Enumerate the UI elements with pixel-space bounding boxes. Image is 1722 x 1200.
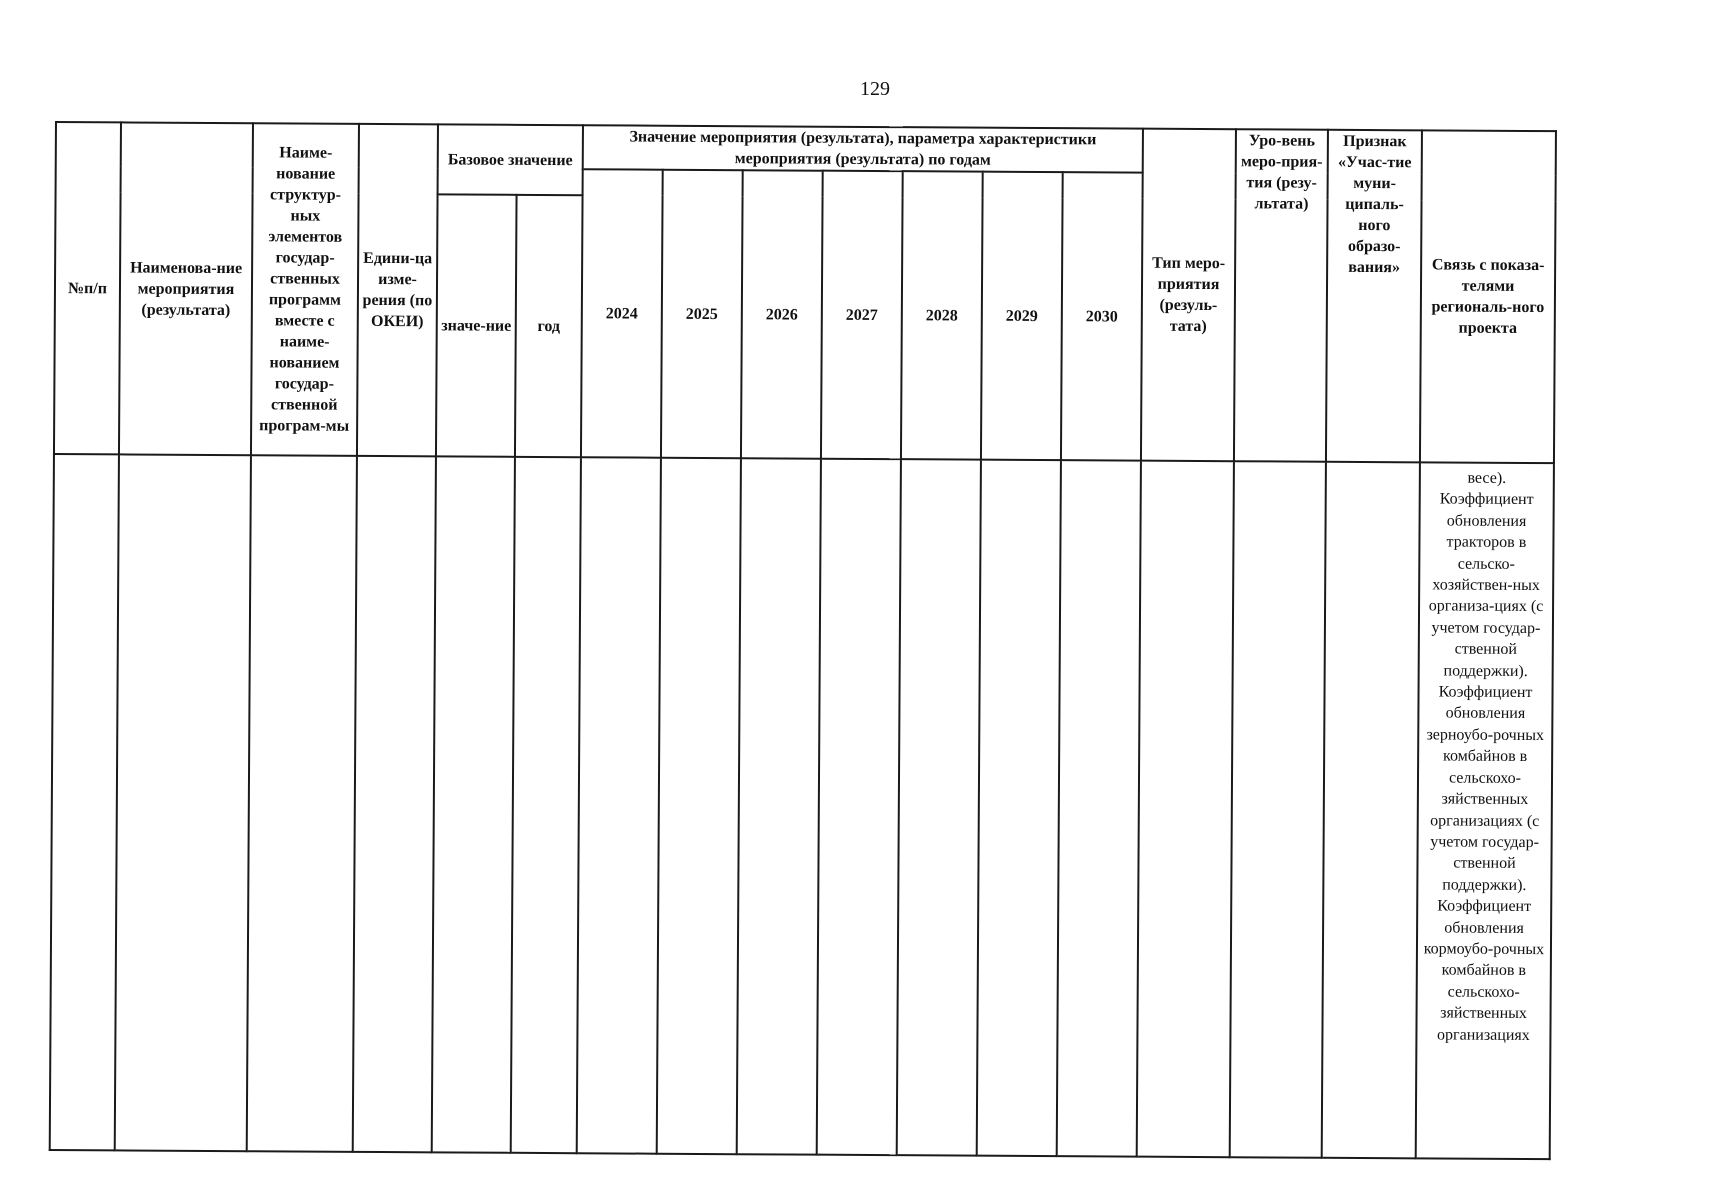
cell-year-2028 bbox=[897, 459, 981, 1155]
header-year-2025: 2025 bbox=[661, 170, 743, 458]
header-unit: Едини-ца изме-рения (по ОКЕИ) bbox=[357, 124, 438, 456]
header-year-2024: 2024 bbox=[581, 169, 663, 457]
cell-name bbox=[115, 454, 251, 1151]
header-type: Тип меро-приятия (резуль-тата) bbox=[1141, 129, 1236, 462]
header-year-2029: 2029 bbox=[981, 172, 1063, 460]
table-row bbox=[50, 454, 1554, 1159]
cell-type bbox=[1137, 461, 1234, 1158]
header-year-2030: 2030 bbox=[1061, 172, 1143, 460]
cell-year-2025 bbox=[657, 458, 741, 1154]
cell-year-2024 bbox=[577, 457, 661, 1153]
header-link: Связь с показа-телями региональ-ного проекта bbox=[1420, 130, 1556, 463]
cell-level bbox=[1230, 461, 1326, 1158]
header-values-by-year: Значение мероприятия (результата), параметра характеристики мероприятия (результата) по годам bbox=[583, 125, 1143, 172]
header-year-2026: 2026 bbox=[741, 170, 823, 458]
page-number: 129 bbox=[860, 78, 890, 100]
header-base: Базовое значение bbox=[438, 124, 583, 195]
cell-municipal bbox=[1322, 462, 1420, 1159]
header-base-value: значе-ние bbox=[436, 194, 517, 456]
cell-year-2030 bbox=[1057, 460, 1141, 1156]
cell-year-2027 bbox=[817, 459, 901, 1155]
cell-year-2026 bbox=[737, 458, 821, 1154]
header-level: Уро-вень меро-прия-тия (резу-льтата) bbox=[1234, 129, 1328, 462]
header-municipal: Признак «Учас-тие муни-ципаль-ного образо-вания» bbox=[1326, 130, 1422, 463]
cell-struct bbox=[247, 455, 357, 1152]
header-struct: Наиме-нование структур-ных элементов государ-ственных программ вместе с наиме-нованием государ-ственной програм-мы bbox=[251, 123, 359, 456]
header-num: №п/п bbox=[54, 122, 121, 454]
cell-num bbox=[50, 454, 119, 1150]
indicators-table bbox=[49, 121, 1557, 1160]
header-year-2027: 2027 bbox=[821, 171, 903, 459]
cell-base-year bbox=[511, 457, 581, 1153]
cell-year-2029 bbox=[977, 460, 1061, 1156]
cell-base-value bbox=[432, 456, 515, 1152]
header-year-2028: 2028 bbox=[901, 171, 983, 459]
header-base-year: год bbox=[515, 195, 583, 457]
cell-link: весе). Коэффициент обновления тракторов в сельско-хозяйствен-ных организа-циях (с учетом государ-ственной поддержки). Коэффициент обновления зерноубо-рочных комбайнов в сельскохо-зяйственных организациях (с учетом государ-ственной поддержки). Коэффициент обновления кормоубо-рочных комбайнов в сельскохо-зяйственных организациях bbox=[1416, 462, 1554, 1159]
cell-unit bbox=[353, 456, 436, 1152]
header-name: Наименова-ние мероприятия (результата) bbox=[119, 122, 253, 455]
